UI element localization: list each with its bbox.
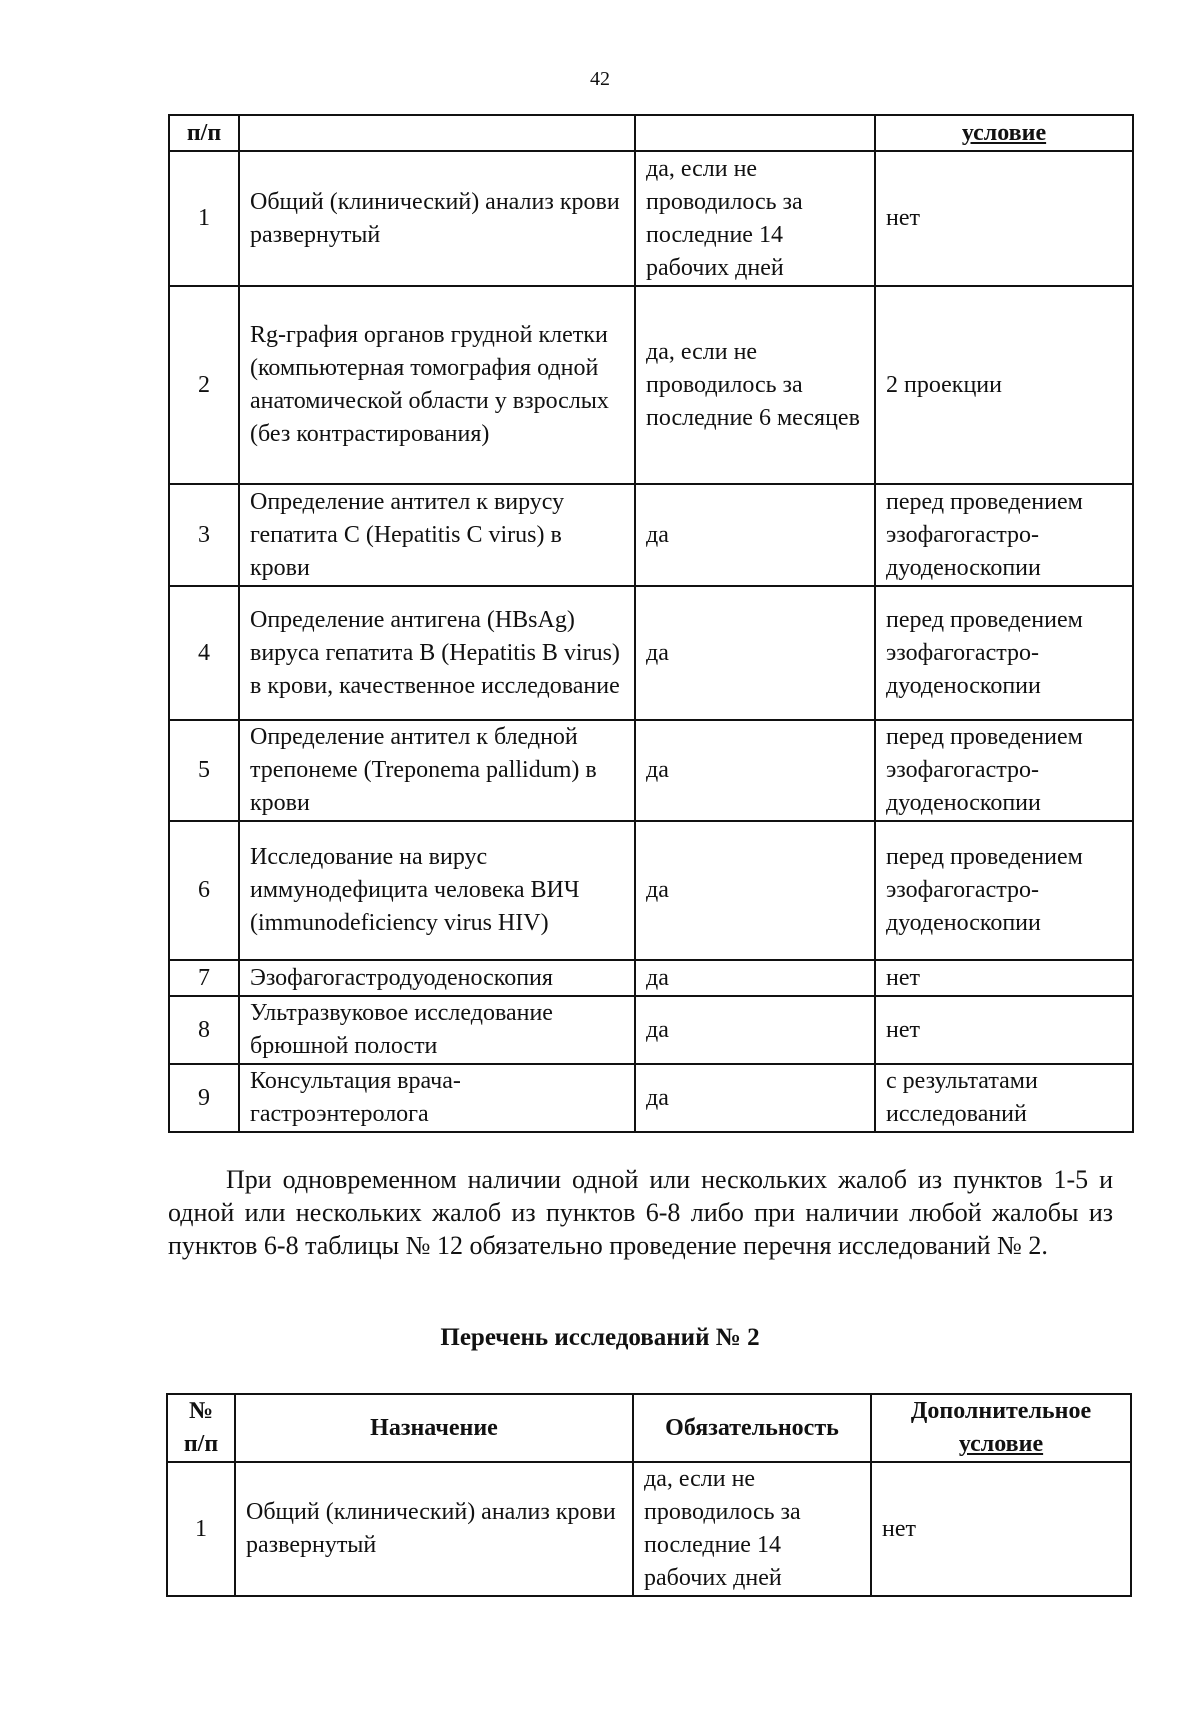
row-number: 3 [169,484,239,586]
paragraph-text: При одновременном наличии одной или нескольких жалоб из пунктов 1-5 и одной или нескольких жалоб из пунктов 6-8 либо при наличии любой жалобы из пунктов 6-8 таблицы № 12 обязательно проведение перечня исследований № 2. [168,1165,1113,1260]
header-number-label: п/п [183,1431,219,1457]
row-condition: перед проведением эзофагогастро-дуоденоскопии [875,720,1133,821]
row-mandatory: да, если не проводилось за последние 14 рабочих дней [635,151,875,286]
row-condition: нет [875,960,1133,996]
row-mandatory: да [635,586,875,720]
row-number: 1 [169,151,239,286]
row-mandatory: да [635,821,875,960]
row-mandatory: да [635,960,875,996]
row-mandatory: да [635,720,875,821]
header-condition-text: условие [961,119,1047,146]
row-name: Исследование на вирус иммунодефицита человека ВИЧ (immunodeficiency virus HIV) [239,821,635,960]
table-row [169,1064,1133,1132]
row-number: 7 [169,960,239,996]
row-number: 9 [169,1064,239,1132]
table-row [169,720,1133,821]
row-mandatory: да [635,1064,875,1132]
row-number: 4 [169,586,239,720]
row-name: Эзофагогастродуоденоскопия [239,960,635,996]
row-condition: нет [875,151,1133,286]
row-condition: перед проведением эзофагогастро-дуоденоскопии [875,821,1133,960]
row-mandatory: да [635,996,875,1064]
header-mandatory: Обязательность [633,1394,871,1462]
row-condition: нет [875,996,1133,1064]
row-name: Общий (клинический) анализ крови развернутый [235,1462,633,1596]
table-row [167,1462,1131,1596]
page-number: 42 [590,68,610,90]
row-mandatory: да, если не проводилось за последние 6 месяцев [635,286,875,484]
header-mandatory [635,115,875,151]
research-table-2 [166,1393,1132,1597]
research-table-1 [168,114,1134,1133]
row-number: 1 [167,1462,235,1596]
row-condition: с результатами исследований [875,1064,1133,1132]
row-name: Определение антител к бледной трепонеме (Treponema pallidum) в крови [239,720,635,821]
row-condition: 2 проекции [875,286,1133,484]
table-header-row [169,115,1133,151]
table-row [169,996,1133,1064]
table-row [169,151,1133,286]
header-number: п/п [169,115,239,151]
row-name: Rg-графия органов грудной клетки (компьютерная томография одной анатомической области у взрослых (без контрастирования) [239,286,635,484]
row-number: 5 [169,720,239,821]
row-number: 6 [169,821,239,960]
row-condition: нет [871,1462,1131,1596]
row-number: 8 [169,996,239,1064]
row-mandatory: да, если не проводилось за последние 14 рабочих дней [633,1462,871,1596]
row-name: Консультация врача-гастроэнтеролога [239,1064,635,1132]
table-row [169,960,1133,996]
header-condition [871,1394,1131,1462]
header-name [239,115,635,151]
header-number-symbol: № [188,1398,214,1424]
header-condition [875,115,1133,151]
body-paragraph [168,1163,1113,1262]
row-mandatory: да [635,484,875,586]
table-row [169,821,1133,960]
row-name: Определение антигена (HBsAg) вируса гепатита В (Hepatitis В virus) в крови, качественное исследование [239,586,635,720]
header-name: Назначение [235,1394,633,1462]
header-condition-line2: условие [958,1431,1044,1457]
table-row [169,286,1133,484]
section-title: Перечень исследований № 2 [440,1324,760,1351]
row-name: Ультразвуковое исследование брюшной полости [239,996,635,1064]
table-header-row [167,1394,1131,1462]
row-condition: перед проведением эзофагогастро-дуоденоскопии [875,586,1133,720]
row-name: Определение антител к вирусу гепатита С (Hepatitis С virus) в крови [239,484,635,586]
row-condition: перед проведением эзофагогастро-дуоденоскопии [875,484,1133,586]
header-number [167,1394,235,1462]
row-number: 2 [169,286,239,484]
row-name: Общий (клинический) анализ крови развернутый [239,151,635,286]
table-row [169,484,1133,586]
header-condition-line1: Дополнительное [910,1398,1092,1424]
table-row [169,586,1133,720]
